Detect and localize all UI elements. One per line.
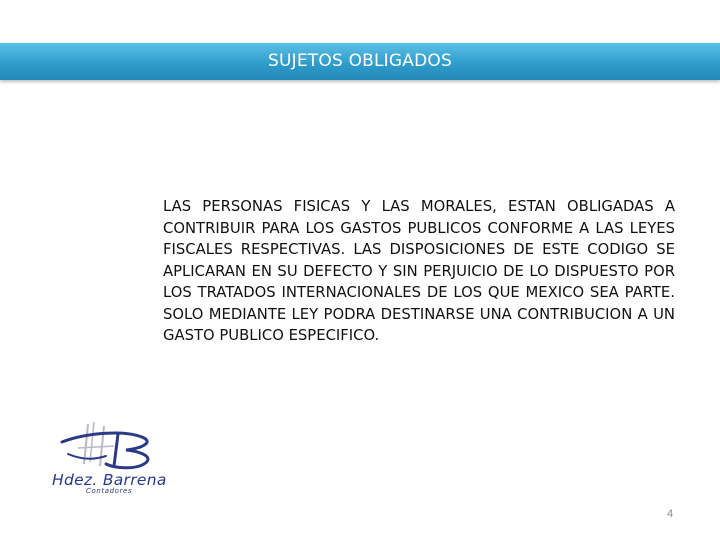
- slide-body-text: LAS PERSONAS FISICAS Y LAS MORALES, ESTAN OBLIGADAS A CONTRIBUIR PARA LOS GASTOS PUBLICOS CONFORME A LAS LEYES FISCALES RESPECTIVAS. LAS DISPOSICIONES DE ESTE CODIGO SE APLICARAN EN SU DEFECTO Y SIN PERJUICIO DE LO DISPUESTO POR LOS TRATADOS INTERNACIONALES DE LOS QUE MEXICO SEA PARTE. SOLO MEDIANTE LEY PODRA DESTINARSE UNA CONTRIBUCION A UN GASTO PUBLICO ESPECIFICO.: [163, 198, 675, 344]
- page-number: 4: [666, 508, 674, 520]
- logo-name: Hdez. Barrena: [52, 471, 167, 489]
- slide-title: SUJETOS OBLIGADOS: [268, 51, 452, 71]
- company-logo: [48, 420, 178, 495]
- title-bar: [0, 43, 720, 80]
- logo-subtitle: Contadores: [86, 487, 133, 495]
